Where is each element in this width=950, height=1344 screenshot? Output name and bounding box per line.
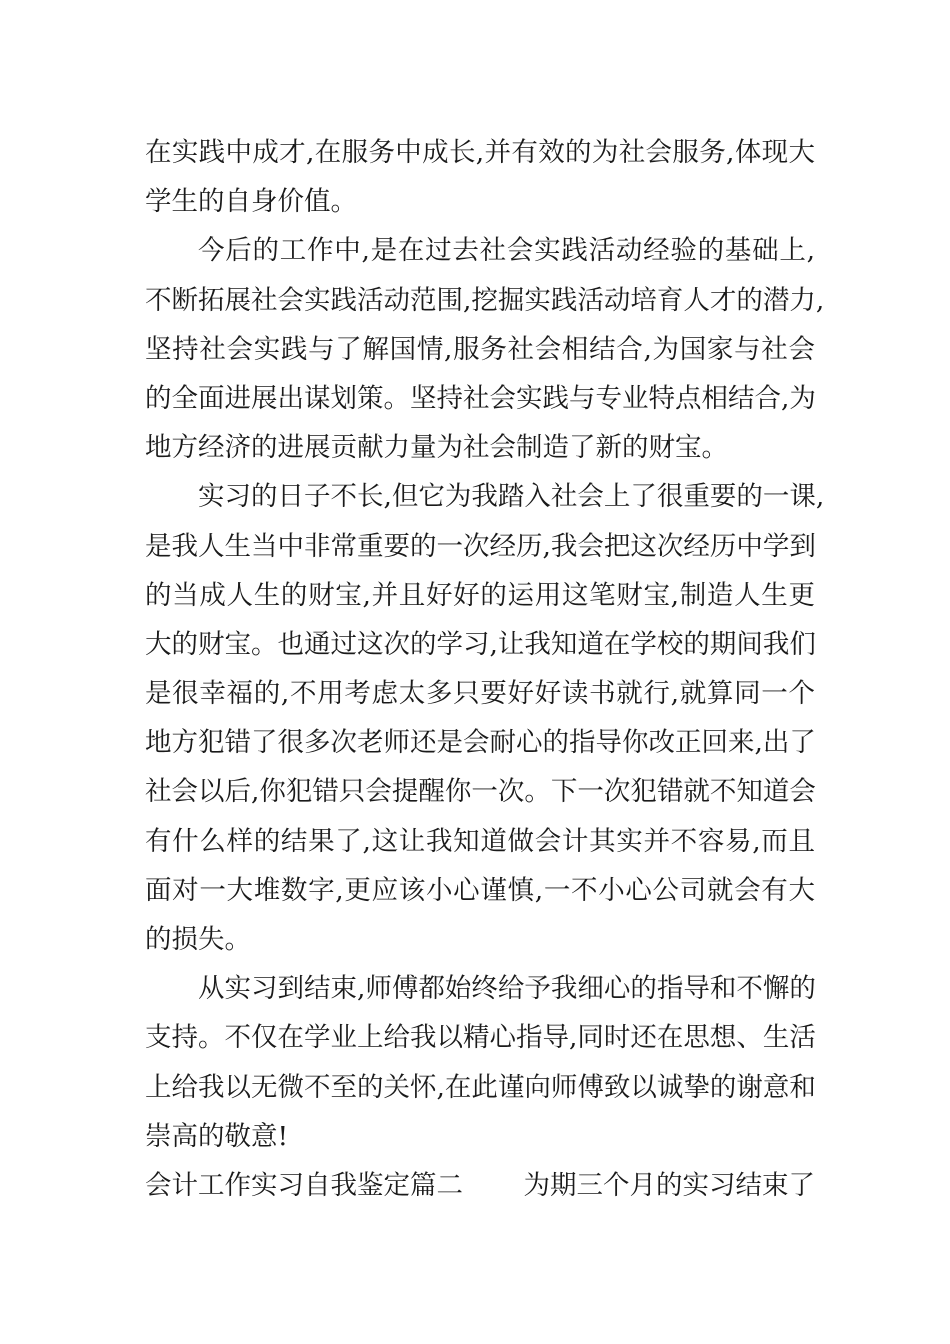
paragraph-1-line-2: 学生的自身价值。 (145, 186, 357, 218)
paragraph-2-line-5: 地方经济的进展贡献力量为社会制造了新的财宝。 (145, 432, 728, 464)
paragraph-4-line-2: 支持。不仅在学业上给我以精心指导,同时还在思想、生活 (145, 1022, 816, 1054)
paragraph-1-line-1: 在实践中成才,在服务中成长,并有效的为社会服务,体现大 (145, 137, 815, 168)
paragraph-2-line-3: 坚持社会实践与了解国情,服务社会相结合,为国家与社会 (145, 333, 815, 365)
paragraph-4-line-4: 崇高的敬意! (145, 1120, 289, 1152)
paragraph-4-line-1: 从实习到结束,师傅都始终给予我细心的指导和不懈的 (198, 973, 816, 1005)
paragraph-4-line-3: 上给我以无微不至的关怀,在此谨向师傅致以诚挚的谢意和 (145, 1071, 816, 1103)
paragraph-3-line-7: 社会以后,你犯错只会提醒你一次。下一次犯错就不知道会 (145, 776, 816, 808)
paragraph-3-line-10: 的损失。 (145, 924, 251, 955)
section-heading-line (145, 1161, 815, 1210)
paragraph-3-line-8: 有什么样的结果了,这让我知道做会计其实并不容易,而且 (145, 825, 815, 857)
section-body-start: 为期三个月的实习结束了 (523, 1169, 815, 1201)
paragraph-3-line-5: 是很幸福的,不用考虑太多只要好好读书就行,就算同一个 (145, 678, 815, 710)
paragraph-2-line-4: 的全面进展出谋划策。坚持社会实践与专业特点相结合,为 (145, 382, 816, 414)
paragraph-2-line-1: 今后的工作中,是在过去社会实践活动经验的基础上, (198, 235, 815, 267)
paragraph-2-line-2: 不断拓展社会实践活动范围,挖掘实践活动培育人才的潜力, (145, 284, 825, 316)
paragraph-3-line-9: 面对一大堆数字,更应该小心谨慎,一不小心公司就会有大 (145, 874, 815, 906)
paragraph-3-line-6: 地方犯错了很多次老师还是会耐心的指导你改正回来,出了 (145, 727, 816, 759)
paragraph-3-line-3: 的当成人生的财宝,并且好好的运用这笔财宝,制造人生更 (145, 579, 815, 611)
paragraph-3-line-2: 是我人生当中非常重要的一次经历,我会把这次经历中学到 (145, 530, 816, 562)
paragraph-3-line-4: 大的财宝。也通过这次的学习,让我知道在学校的期间我们 (145, 628, 816, 660)
document-body (145, 128, 825, 1210)
section-heading: 会计工作实习自我鉴定篇二 (145, 1169, 463, 1201)
paragraph-3-line-1: 实习的日子不长,但它为我踏入社会上了很重要的一课, (198, 481, 825, 513)
